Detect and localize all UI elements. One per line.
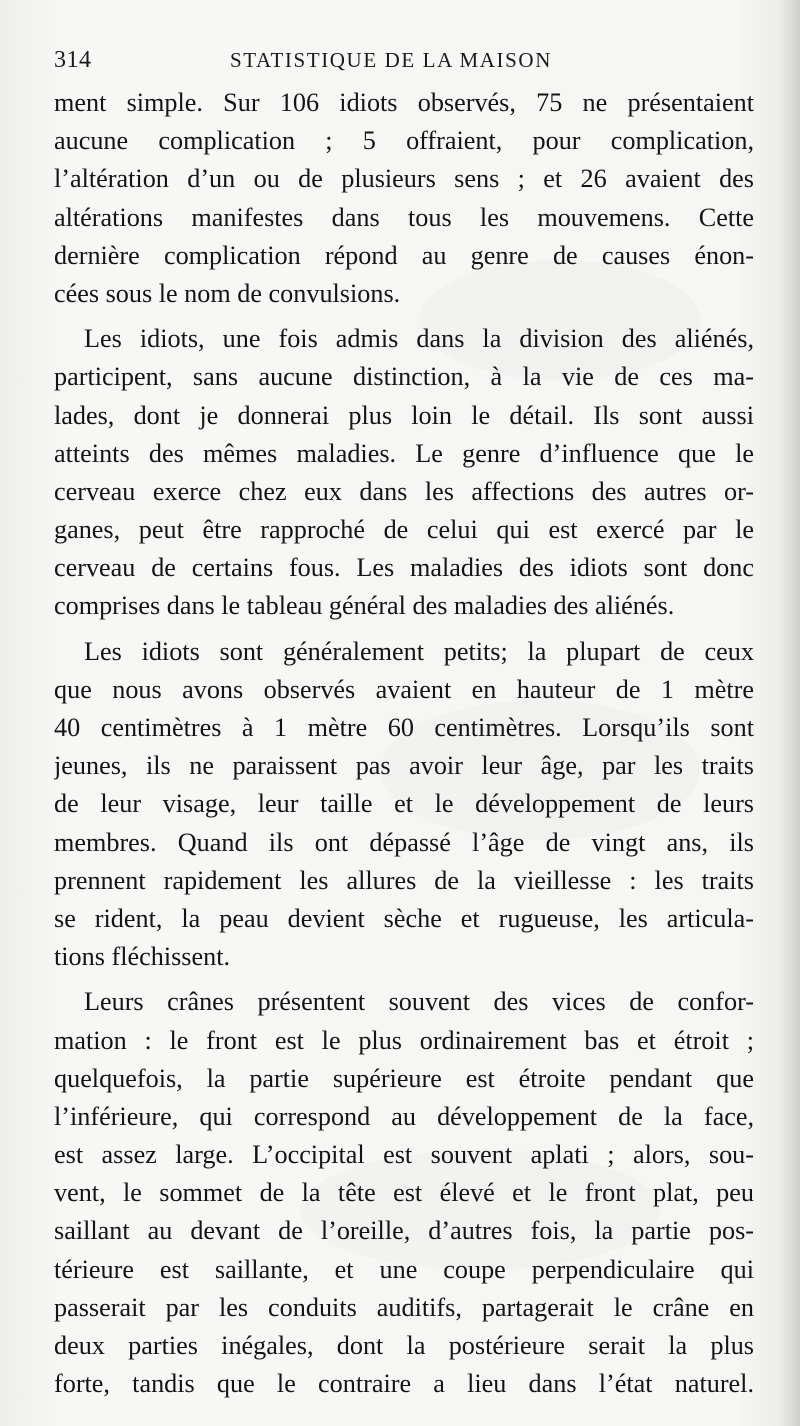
page-edge-shadow — [778, 0, 800, 1426]
text-line: aucune complication ; 5 offraient, pour complication, — [54, 126, 754, 156]
text-line: prennent rapidement les allures de la vieillesse : les traits — [54, 865, 754, 895]
text-line: ment simple. Sur 106 idiots observés, 75 ne présentaient — [54, 88, 754, 117]
text-line: quelquefois, la partie supérieure est étroite pendant que — [54, 1063, 754, 1093]
text-line: tions fléchissent. — [54, 942, 231, 972]
text-line: l’altération d’un ou de plusieurs sens ; et 26 avaient des — [54, 164, 754, 194]
text-line: l’inférieure, qui correspond au développement de la face, — [54, 1101, 754, 1131]
text-line: mation : le front est le plus ordinairement bas et étroit ; — [54, 1025, 754, 1055]
text-line: Les idiots sont généralement petits; la plupart de ceux — [84, 636, 754, 666]
text-line: forte, tandis que le contraire a lieu dans l’état naturel. — [54, 1369, 754, 1399]
text-line: comprises dans le tableau général des maladies des aliénés. — [54, 591, 675, 621]
text-line: lades, dont je donnerai plus loin le détail. Ils sont aussi — [54, 400, 754, 430]
paragraph — [54, 84, 754, 313]
text-line: membres. Quand ils ont dépassé l’âge de vingt ans, ils — [54, 827, 754, 857]
text-line: saillant au devant de l’oreille, d’autres fois, la partie pos- — [54, 1216, 754, 1246]
text-line: deux parties inégales, dont la postérieure serait la plus — [54, 1331, 754, 1360]
text-line: dernière complication répond au genre de causes énon- — [54, 240, 754, 270]
body-text — [54, 84, 754, 1410]
text-line: jeunes, ils ne paraissent pas avoir leur âge, par les traits — [54, 751, 754, 781]
text-line: térieure est saillante, et une coupe perpendiculaire qui — [54, 1254, 754, 1284]
text-line: participent, sans aucune distinction, à la vie de ces ma- — [54, 362, 754, 392]
text-line: cées sous le nom de convulsions. — [54, 278, 401, 308]
paragraph — [54, 633, 754, 977]
page-number: 314 — [54, 47, 92, 73]
text-line: de leur visage, leur taille et le développement de leurs — [54, 789, 754, 819]
text-line: Les idiots, une fois admis dans la division des aliénés, — [84, 324, 754, 354]
text-line: Leurs crânes présentent souvent des vices de confor- — [84, 987, 754, 1017]
text-line: se rident, la peau devient sèche et rugueuse, les articula- — [54, 903, 754, 933]
text-line: passerait par les conduits auditifs, partagerait le crâne en — [54, 1292, 754, 1322]
text-line: cerveau exerce chez eux dans les affections des autres or- — [54, 476, 754, 506]
text-line: est assez large. L’occipital est souvent aplati ; alors, sou- — [54, 1140, 754, 1170]
paragraph — [54, 320, 754, 626]
text-line: ganes, peut être rapproché de celui qui est exercé par le — [54, 515, 754, 545]
text-line: atteints des mêmes maladies. Le genre d’influence que le — [54, 438, 754, 468]
text-line: cerveau de certains fous. Les maladies des idiots sont donc — [54, 553, 754, 583]
text-line: 40 centimètres à 1 mètre 60 centimètres. Lorsqu’ils sont — [54, 713, 754, 742]
text-line: que nous avons observés avaient en hauteur de 1 mètre — [54, 674, 754, 704]
paragraph — [54, 983, 754, 1403]
running-title: STATISTIQUE DE LA MAISON — [230, 48, 552, 72]
text-line: vent, le sommet de la tête est élevé et le front plat, peu — [54, 1178, 754, 1208]
running-head — [54, 40, 754, 80]
text-line: altérations manifestes dans tous les mouvemens. Cette — [54, 202, 754, 232]
